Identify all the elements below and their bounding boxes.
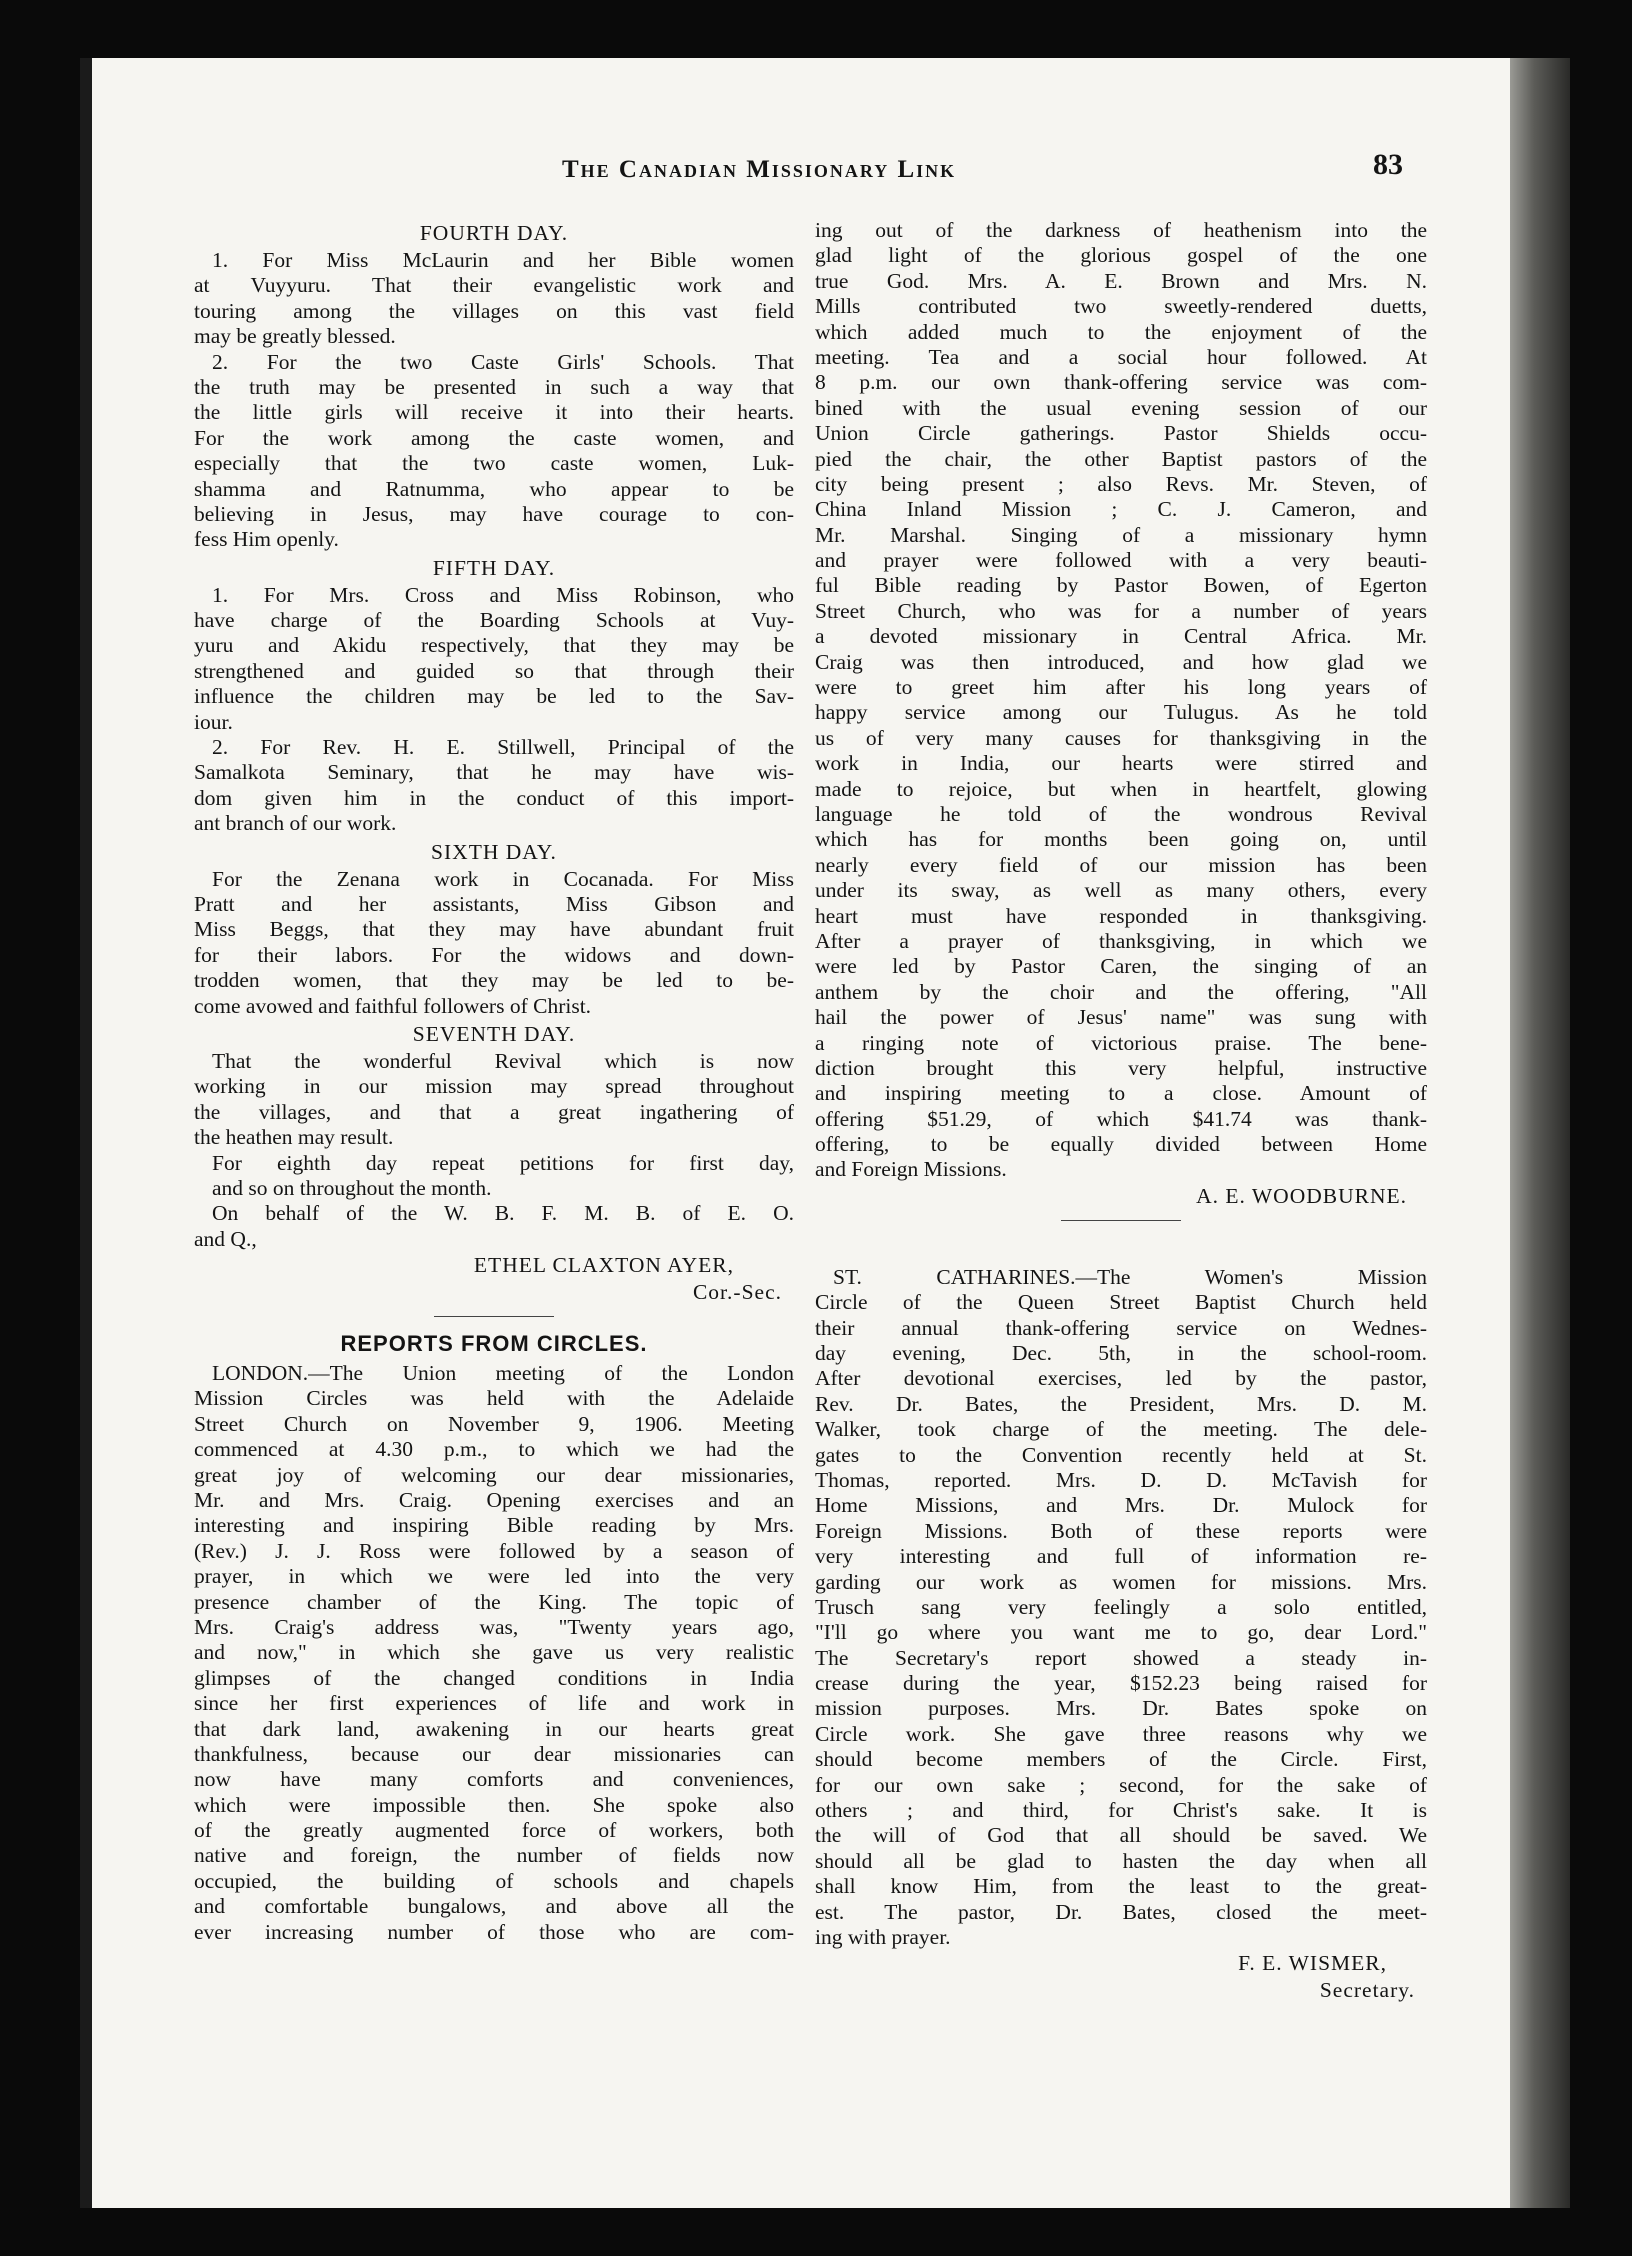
divider: [434, 1316, 554, 1317]
text-line: That the wonderful Revival which is now: [212, 1048, 794, 1073]
text-line: very interesting and full of information re-: [815, 1544, 1427, 1569]
text-line: and now," in which she gave us very realistic: [194, 1640, 794, 1665]
fifth-day-text: [194, 583, 794, 837]
text-line: for our own sake ; second, for the sake of: [815, 1772, 1427, 1797]
text-line: nearly every field of our mission has been: [815, 852, 1427, 877]
text-line: at Vuyyuru. That their evangelistic work and: [194, 273, 794, 298]
text-line: glad light of the glorious gospel of the one: [815, 243, 1427, 268]
text-line: happy service among our Tulugus. As he told: [815, 700, 1427, 725]
text-line: mission purposes. Mrs. Dr. Bates spoke on: [815, 1696, 1427, 1721]
text-line: For eighth day repeat petitions for first day,: [212, 1150, 794, 1175]
text-line: come avowed and faithful followers of Christ.: [194, 993, 592, 1018]
text-line: ful Bible reading by Pastor Bowen, of Egerton: [815, 573, 1427, 598]
text-line: and so on throughout the month.: [212, 1175, 492, 1200]
text-line: 2. For the two Caste Girls' Schools. That: [212, 349, 794, 374]
text-line: Samalkota Seminary, that he may have wis-: [194, 760, 794, 785]
st-catharines-report-text: [815, 1265, 1427, 1951]
divider: [1061, 1220, 1181, 1221]
text-line: which added much to the enjoyment of the: [815, 319, 1427, 344]
text-line: were led by Pastor Caren, the singing of an: [815, 954, 1427, 979]
text-line: ant branch of our work.: [194, 811, 397, 836]
fifth-day-heading: FIFTH DAY.: [432, 555, 556, 580]
text-line: Street Church on November 9, 1906. Meeting: [194, 1411, 794, 1436]
text-line: under its sway, as well as many others, every: [815, 878, 1427, 903]
fourth-day-heading: FOURTH DAY.: [419, 221, 569, 245]
page-number: 83: [1373, 148, 1403, 181]
text-line: touring among the villages on this vast field: [194, 298, 794, 323]
text-line: offering $51.29, of which $41.74 was thank-: [815, 1106, 1427, 1131]
text-line: which were impossible then. She spoke also: [194, 1792, 794, 1817]
text-line: After devotional exercises, led by the pastor,: [815, 1366, 1427, 1391]
text-line: trodden women, that they may be led to be-: [194, 968, 794, 993]
fourth-day-text: [194, 248, 794, 553]
text-line: believing in Jesus, may have courage to con-: [194, 501, 794, 526]
text-line: heart must have responded in thanksgiving.: [815, 903, 1427, 928]
text-line: great joy of welcoming our dear missionaries,: [194, 1462, 794, 1487]
text-line: 2. For Rev. H. E. Stillwell, Principal of the: [212, 735, 794, 760]
text-line: crease during the year, $152.23 being raised for: [815, 1671, 1427, 1696]
text-line: native and foreign, the number of fields now: [194, 1843, 794, 1868]
text-line: anthem by the choir and the offering, "All: [815, 979, 1427, 1004]
text-line: day evening, Dec. 5th, in the school-room.: [815, 1341, 1427, 1366]
text-line: diction brought this very helpful, instructive: [815, 1055, 1427, 1080]
text-line: garding our work as women for missions. Mrs.: [815, 1569, 1427, 1594]
st-catharines-signature-name: F. E. WISMER,: [1238, 1951, 1387, 1976]
text-line: Foreign Missions. Both of these reports were: [815, 1518, 1427, 1543]
text-line: ing with prayer.: [815, 1925, 951, 1949]
text-line: bined with the usual evening session of our: [815, 395, 1427, 420]
text-line: work in India, our hearts were stirred and: [815, 751, 1427, 776]
text-line: ever increasing number of those who are com-: [194, 1919, 794, 1944]
text-line: the truth may be presented in such a way that: [194, 374, 794, 399]
text-line: dom given him in the conduct of this import-: [194, 785, 794, 810]
text-line: and comfortable bungalows, and above all the: [194, 1894, 794, 1919]
text-line: and prayer were followed with a very beauti-: [815, 548, 1427, 573]
seventh-day-text: [194, 1049, 794, 1252]
running-head: The Canadian Missionary Link: [562, 156, 957, 183]
text-line: Mr. and Mrs. Craig. Opening exercises and an: [194, 1488, 794, 1513]
text-line: Home Missions, and Mrs. Dr. Mulock for: [815, 1493, 1427, 1518]
text-line: and Q.,: [194, 1226, 257, 1251]
text-line: commenced at 4.30 p.m., to which we had the: [194, 1437, 794, 1462]
right-column: [815, 218, 1427, 2004]
sixth-day-text: [194, 867, 794, 1019]
text-line: the little girls will receive it into their hearts.: [194, 400, 794, 425]
text-line: Rev. Dr. Bates, the President, Mrs. D. M.: [815, 1391, 1427, 1416]
text-line: est. The pastor, Dr. Bates, closed the meet-: [815, 1899, 1427, 1924]
text-line: of the greatly augmented force of workers, both: [194, 1818, 794, 1843]
text-line: Mrs. Craig's address was, "Twenty years ago,: [194, 1614, 794, 1639]
text-line: a ringing note of victorious praise. The bene-: [815, 1030, 1427, 1055]
text-line: city being present ; also Revs. Mr. Steven, of: [815, 471, 1427, 496]
text-line: ST. CATHARINES.—The Women's Mission: [833, 1264, 1427, 1289]
text-line: After a prayer of thanksgiving, in which we: [815, 928, 1427, 953]
text-line: which has for months been going on, until: [815, 827, 1427, 852]
text-line: "I'll go where you want me to go, dear Lord.": [815, 1620, 1427, 1645]
text-line: and inspiring meeting to a close. Amount of: [815, 1081, 1427, 1106]
text-line: iour.: [194, 709, 233, 734]
text-line: LONDON.—The Union meeting of the London: [212, 1361, 794, 1386]
text-line: 1. For Miss McLaurin and her Bible women: [212, 248, 794, 272]
text-line: hail the power of Jesus' name" was sung with: [815, 1005, 1427, 1030]
text-line: Miss Beggs, that they may have abundant fruit: [194, 917, 794, 942]
text-line: Circle work. She gave three reasons why we: [815, 1721, 1427, 1746]
text-line: Circle of the Queen Street Baptist Church held: [815, 1290, 1427, 1315]
reports-heading: REPORTS FROM CIRCLES.: [340, 1331, 648, 1357]
seventh-day-heading: SEVENTH DAY.: [412, 1021, 576, 1046]
text-line: others ; and third, for Christ's sake. It is: [815, 1798, 1427, 1823]
text-line: now have many comforts and conveniences,: [194, 1767, 794, 1792]
text-line: For the work among the caste women, and: [194, 425, 794, 450]
text-line: Craig was then introduced, and how glad we: [815, 649, 1427, 674]
text-line: presence chamber of the King. The topic of: [194, 1589, 794, 1614]
text-line: the will of God that all should be saved. We: [815, 1823, 1427, 1848]
text-line: ing out of the darkness of heathenism into the: [815, 218, 1427, 242]
text-line: language he told of the wondrous Revival: [815, 801, 1427, 826]
text-line: Trusch sang very feelingly a solo entitled,: [815, 1594, 1427, 1619]
text-line: prayer, in which we were led into the very: [194, 1564, 794, 1589]
text-line: since her first experiences of life and work in: [194, 1691, 794, 1716]
text-line: Pratt and her assistants, Miss Gibson and: [194, 891, 794, 916]
text-line: strengthened and guided so that through their: [194, 658, 794, 683]
text-line: shamma and Ratnumma, who appear to be: [194, 476, 794, 501]
text-line: Union Circle gatherings. Pastor Shields occu-: [815, 421, 1427, 446]
text-line: Mission Circles was held with the Adelaide: [194, 1386, 794, 1411]
text-line: Mr. Marshal. Singing of a missionary hymn: [815, 522, 1427, 547]
text-line: 1. For Mrs. Cross and Miss Robinson, who: [212, 582, 794, 607]
text-line: Mills contributed two sweetly-rendered duetts,: [815, 294, 1427, 319]
st-catharines-signature-title: Secretary.: [1319, 1978, 1415, 2003]
text-line: shall know Him, from the least to the great-: [815, 1874, 1427, 1899]
text-line: pied the chair, the other Baptist pastors of the: [815, 446, 1427, 471]
text-line: influence the children may be led to the Sav-: [194, 684, 794, 709]
text-line: should all be glad to hasten the day when all: [815, 1848, 1427, 1873]
signature-name: ETHEL CLAXTON AYER,: [473, 1253, 734, 1278]
text-line: offering, to be equally divided between Home: [815, 1132, 1427, 1157]
text-line: meeting. Tea and a social hour followed. At: [815, 344, 1427, 369]
text-line: that dark land, awakening in our hearts great: [194, 1716, 794, 1741]
text-line: gates to the Convention recently held at St.: [815, 1442, 1427, 1467]
page-binding-edge: [1510, 58, 1570, 2208]
text-line: For the Zenana work in Cocanada. For Miss: [212, 866, 794, 891]
text-line: working in our mission may spread throughout: [194, 1074, 794, 1099]
text-line: China Inland Mission ; C. J. Cameron, and: [815, 497, 1427, 522]
text-line: were to greet him after his long years of: [815, 675, 1427, 700]
signature-title: Cor.-Sec.: [692, 1280, 782, 1305]
text-line: especially that the two caste women, Luk-: [194, 451, 794, 476]
text-line: On behalf of the W. B. F. M. B. of E. O.: [212, 1201, 794, 1226]
text-line: made to rejoice, but when in heartfelt, glowing: [815, 776, 1427, 801]
text-line: Street Church, who was for a number of years: [815, 598, 1427, 623]
london-report-continued: [815, 218, 1427, 1183]
text-line: The Secretary's report showed a steady in-: [815, 1645, 1427, 1670]
text-line: have charge of the Boarding Schools at Vuy-: [194, 608, 794, 633]
left-column: [194, 218, 794, 1945]
text-line: Thomas, reported. Mrs. D. D. McTavish for: [815, 1467, 1427, 1492]
sixth-day-heading: SIXTH DAY.: [431, 839, 557, 864]
text-line: yuru and Akidu respectively, that they may be: [194, 633, 794, 658]
text-line: thankfulness, because our dear missionaries can: [194, 1741, 794, 1766]
text-line: true God. Mrs. A. E. Brown and Mrs. N.: [815, 268, 1427, 293]
text-line: 8 p.m. our own thank-offering service was com-: [815, 370, 1427, 395]
text-line: for their labors. For the widows and down-: [194, 942, 794, 967]
spacer: [815, 1231, 1427, 1265]
london-report-text: [194, 1361, 794, 1945]
text-line: occupied, the building of schools and chapels: [194, 1868, 794, 1893]
london-signature: A. E. WOODBURNE.: [1196, 1183, 1407, 1208]
text-line: us of very many causes for thanksgiving in the: [815, 725, 1427, 750]
text-line: and Foreign Missions.: [815, 1157, 1007, 1182]
text-line: should become members of the Circle. First,: [815, 1747, 1427, 1772]
text-line: the heathen may result.: [194, 1125, 394, 1150]
text-line: Walker, took charge of the meeting. The dele-: [815, 1417, 1427, 1442]
text-line: fess Him openly.: [194, 527, 339, 552]
text-line: their annual thank-offering service on Wednes-: [815, 1315, 1427, 1340]
text-line: a devoted missionary in Central Africa. Mr.: [815, 624, 1427, 649]
text-line: (Rev.) J. J. Ross were followed by a season of: [194, 1538, 794, 1563]
text-line: interesting and inspiring Bible reading by Mrs.: [194, 1513, 794, 1538]
text-line: the villages, and that a great ingathering of: [194, 1099, 794, 1124]
text-line: glimpses of the changed conditions in India: [194, 1665, 794, 1690]
text-line: may be greatly blessed.: [194, 324, 396, 349]
